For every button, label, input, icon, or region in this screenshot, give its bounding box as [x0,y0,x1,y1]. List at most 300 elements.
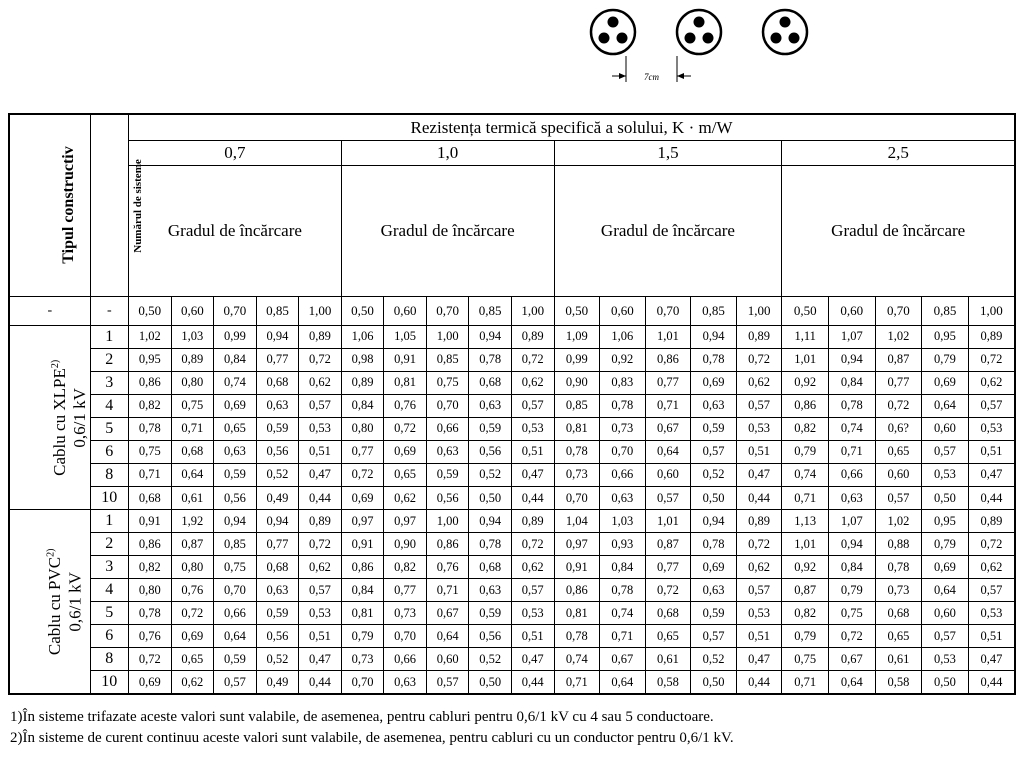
factor-cell: 0,71 [129,463,172,486]
factor-cell: 0,64 [645,440,691,463]
factor-cell: 0,50 [922,671,969,694]
factor-cell: 0,69 [384,440,427,463]
factor-cell: 0,53 [511,417,554,440]
system-count-cell: 6 [90,625,128,648]
factor-cell: 0,82 [782,417,829,440]
factor-cell: 0,56 [256,440,299,463]
factor-cell: 0,77 [645,371,691,394]
factor-cell: 0,68 [875,602,922,625]
factor-cell: 0,59 [214,463,257,486]
factor-cell: 0,72 [736,533,782,556]
factor-cell: 0,68 [469,556,512,579]
factor-cell: 0,63 [214,440,257,463]
load-value-header: 0,50 [341,296,384,325]
factor-cell: 0,78 [691,533,737,556]
factor-cell: 0,60 [922,417,969,440]
factor-cell: 0,66 [600,463,646,486]
load-value-header: 0,60 [171,296,214,325]
factor-cell: 0,63 [426,440,469,463]
table-row [9,625,1015,648]
factor-cell: 0,90 [554,371,600,394]
factor-cell: 0,49 [256,671,299,694]
factor-cell: 0,74 [828,417,875,440]
factor-cell: 0,86 [782,394,829,417]
factor-cell: 0,67 [426,602,469,625]
dash-cell: - [90,296,128,325]
factor-cell: 0,72 [828,625,875,648]
factor-cell: 0,62 [511,556,554,579]
factor-cell: 0,53 [968,417,1015,440]
factor-cell: 0,91 [341,533,384,556]
factor-cell: 0,76 [171,579,214,602]
factor-cell: 0,74 [782,463,829,486]
factor-cell: 0,84 [341,579,384,602]
system-count-cell: 2 [90,348,128,371]
factor-cell: 0,93 [600,533,646,556]
cable-1-icon [591,10,635,54]
factor-cell: 0,89 [736,510,782,533]
system-count-cell: 3 [90,556,128,579]
factor-cell: 0,6? [875,417,922,440]
factor-cell: 0,64 [922,579,969,602]
factor-cell: 0,44 [968,486,1015,509]
factor-cell: 0,62 [299,556,342,579]
factor-cell: 0,57 [968,579,1015,602]
factor-cell: 1,07 [828,325,875,348]
factor-cell: 0,60 [645,463,691,486]
factor-cell: 1,02 [129,325,172,348]
factor-cell: 0,86 [554,579,600,602]
factor-cell: 0,79 [782,440,829,463]
factor-cell: 1,09 [554,325,600,348]
factor-cell: 0,72 [384,417,427,440]
factor-cell: 0,80 [171,371,214,394]
footnotes [10,707,734,749]
system-count-cell: 1 [90,510,128,533]
factor-cell: 0,53 [736,602,782,625]
factor-cell: 0,53 [511,602,554,625]
factor-cell: 0,73 [341,648,384,671]
factor-cell: 0,53 [922,463,969,486]
factor-cell: 0,83 [600,371,646,394]
factor-cell: 0,87 [645,533,691,556]
factor-cell: 0,62 [736,371,782,394]
factor-cell: 0,57 [968,394,1015,417]
factor-cell: 0,72 [341,463,384,486]
factor-cell: 0,84 [828,371,875,394]
factor-cell: 0,44 [968,671,1015,694]
factor-cell: 0,59 [256,602,299,625]
factor-cell: 0,59 [214,648,257,671]
factor-cell: 0,56 [469,625,512,648]
factor-cell: 0,57 [691,625,737,648]
factor-cell: 0,47 [299,648,342,671]
factor-cell: 0,84 [214,348,257,371]
factor-cell: 0,50 [691,671,737,694]
load-value-header: 0,70 [875,296,922,325]
factor-cell: 1,06 [600,325,646,348]
factor-cell: 0,69 [341,486,384,509]
factor-cell: 1,92 [171,510,214,533]
factor-cell: 0,51 [299,625,342,648]
table-row [9,556,1015,579]
system-count-cell: 1 [90,325,128,348]
factor-cell: 0,94 [256,325,299,348]
footnote-2: 2)În sisteme de curent continuu aceste valori sunt valabile, de asemenea, pentru cabluri cu un conductor pentru 0,6/1 kV. [10,730,734,746]
table-row [9,533,1015,556]
factor-cell: 0,51 [736,440,782,463]
factor-cell: 0,91 [129,510,172,533]
factor-cell: 0,44 [736,486,782,509]
factor-cell: 0,66 [828,463,875,486]
factor-cell: 0,99 [554,348,600,371]
factor-cell: 0,98 [341,348,384,371]
k-value-header: 0,7 [129,141,342,166]
factor-cell: 0,78 [129,417,172,440]
system-count-cell: 2 [90,533,128,556]
factor-cell: 0,80 [171,556,214,579]
factor-cell: 0,51 [511,625,554,648]
factor-cell: 0,85 [426,348,469,371]
factor-cell: 0,68 [256,371,299,394]
factor-cell: 0,57 [511,579,554,602]
factor-cell: 0,94 [828,533,875,556]
factor-cell: 0,71 [600,625,646,648]
factor-cell: 0,89 [968,510,1015,533]
cable-type-label: Cablu cu XLPE$^{2)}$ 0,6/1 kV [9,325,90,509]
factor-cell: 0,94 [256,510,299,533]
factor-cell: 1,00 [426,510,469,533]
factor-cell: 0,44 [511,486,554,509]
factor-cell: 1,02 [875,325,922,348]
factor-cell: 0,57 [875,486,922,509]
factor-cell: 0,74 [214,371,257,394]
factor-cell: 0,53 [299,417,342,440]
factor-cell: 0,73 [875,579,922,602]
factor-cell: 0,97 [554,533,600,556]
factor-cell: 0,78 [600,394,646,417]
factor-cell: 0,70 [554,486,600,509]
factor-cell: 0,62 [968,556,1015,579]
factor-cell: 0,86 [645,348,691,371]
factor-cell: 0,64 [600,671,646,694]
factor-cell: 0,81 [554,602,600,625]
factor-cell: 0,78 [554,440,600,463]
system-count-cell: 3 [90,371,128,394]
factor-cell: 0,65 [875,625,922,648]
load-degree-header: Gradul de încărcare [341,166,554,297]
factor-cell: 0,57 [691,440,737,463]
factor-cell: 1,01 [645,510,691,533]
factor-cell: 0,77 [341,440,384,463]
factor-cell: 0,56 [426,486,469,509]
factor-cell: 0,85 [554,394,600,417]
factor-cell: 0,94 [469,510,512,533]
factor-cell: 0,59 [691,417,737,440]
factor-cell: 0,77 [645,556,691,579]
factor-cell: 1,03 [171,325,214,348]
factor-cell: 0,66 [384,648,427,671]
factor-cell: 0,71 [554,671,600,694]
factor-cell: 0,78 [469,533,512,556]
factor-cell: 0,88 [875,533,922,556]
load-value-header: 1,00 [511,296,554,325]
factor-cell: 0,77 [875,371,922,394]
factor-cell: 0,65 [645,625,691,648]
factor-cell: 1,11 [782,325,829,348]
factor-cell: 0,69 [691,371,737,394]
factor-cell: 0,52 [256,463,299,486]
system-count-cell: 5 [90,417,128,440]
load-value-header: 0,85 [256,296,299,325]
factor-cell: 0,72 [875,394,922,417]
load-value-header: 0,85 [469,296,512,325]
factor-cell: 0,61 [875,648,922,671]
table-row [9,648,1015,671]
factor-cell: 0,58 [645,671,691,694]
factor-cell: 0,50 [469,486,512,509]
factor-cell: 0,80 [129,579,172,602]
factor-cell: 0,78 [600,579,646,602]
factor-cell: 0,72 [299,533,342,556]
table-row [9,671,1015,694]
factor-cell: 0,72 [299,348,342,371]
table-row [9,394,1015,417]
table-row [9,440,1015,463]
factor-cell: 0,57 [299,394,342,417]
col-tipul-constructiv-header: Tipul constructiv [9,114,90,296]
factor-cell: 0,84 [341,394,384,417]
load-degree-header: Gradul de încărcare [554,166,782,297]
factor-cell: 0,64 [426,625,469,648]
factor-cell: 0,73 [384,602,427,625]
factor-cell: 0,63 [256,579,299,602]
factor-cell: 0,73 [600,417,646,440]
factor-cell: 0,68 [469,371,512,394]
factor-cell: 0,51 [299,440,342,463]
factor-cell: 0,76 [384,394,427,417]
cable-arrangement-diagram [0,0,1024,112]
factor-cell: 0,47 [299,463,342,486]
factor-cell: 0,75 [129,440,172,463]
factor-cell: 0,94 [691,325,737,348]
factor-cell: 0,72 [129,648,172,671]
load-degree-header: Gradul de încărcare [129,166,342,297]
table-row [9,325,1015,348]
factor-cell: 0,77 [384,579,427,602]
factor-cell: 0,53 [968,602,1015,625]
factor-cell: 1,01 [782,348,829,371]
load-value-header: 1,00 [299,296,342,325]
footnote-1: 1)În sisteme trifazate aceste valori sunt valabile, de asemenea, pentru cabluri pentru 0,6/1 kV cu 4 sau 5 conductoare. [10,709,714,725]
factor-cell: 0,72 [171,602,214,625]
factor-cell: 0,62 [736,556,782,579]
factor-cell: 0,82 [129,394,172,417]
factor-cell: 0,81 [554,417,600,440]
col-numarul-sisteme-header: Numărul de sisteme [90,114,128,296]
factor-cell: 0,50 [691,486,737,509]
factor-cell: 0,47 [968,463,1015,486]
factor-cell: 0,64 [828,671,875,694]
factor-cell: 0,67 [600,648,646,671]
factor-cell: 0,89 [299,325,342,348]
factor-cell: 0,47 [736,648,782,671]
table-row [9,417,1015,440]
factor-cell: 1,01 [782,533,829,556]
factor-cell: 0,79 [922,348,969,371]
load-value-header: 0,70 [214,296,257,325]
factor-cell: 0,52 [691,463,737,486]
factor-cell: 0,59 [469,417,512,440]
factor-cell: 0,77 [256,533,299,556]
factor-cell: 0,91 [384,348,427,371]
factor-cell: 0,65 [171,648,214,671]
load-value-header: 0,60 [600,296,646,325]
factor-cell: 0,72 [511,348,554,371]
factor-cell: 0,87 [171,533,214,556]
factor-cell: 0,61 [645,648,691,671]
factor-cell: 0,79 [828,579,875,602]
spacing-label: 7cm [644,72,659,82]
factor-cell: 0,69 [691,556,737,579]
cable-2-icon [677,10,721,54]
factor-cell: 0,86 [129,533,172,556]
factor-cell: 0,89 [511,510,554,533]
factor-cell: 0,82 [384,556,427,579]
factor-cell: 0,72 [968,348,1015,371]
factor-cell: 0,91 [554,556,600,579]
factor-cell: 0,71 [828,440,875,463]
load-value-header: 0,85 [922,296,969,325]
factor-cell: 0,53 [299,602,342,625]
factor-cell: 0,57 [736,394,782,417]
factor-cell: 0,58 [875,671,922,694]
system-count-cell: 8 [90,463,128,486]
factor-cell: 0,57 [922,440,969,463]
factor-cell: 1,04 [554,510,600,533]
factor-cell: 0,67 [645,417,691,440]
factor-cell: 0,52 [691,648,737,671]
system-count-cell: 10 [90,486,128,509]
factor-cell: 0,71 [645,394,691,417]
factor-cell: 0,56 [256,625,299,648]
factor-cell: 0,49 [256,486,299,509]
factor-cell: 0,51 [736,625,782,648]
factor-cell: 0,51 [968,440,1015,463]
factor-cell: 0,78 [129,602,172,625]
factor-cell: 0,92 [782,556,829,579]
factor-cell: 0,97 [341,510,384,533]
factor-cell: 0,82 [129,556,172,579]
factor-cell: 0,68 [129,486,172,509]
load-value-header: 0,85 [691,296,737,325]
k-value-header: 1,0 [341,141,554,166]
factor-cell: 0,70 [214,579,257,602]
factor-cell: 0,63 [256,394,299,417]
factor-cell: 0,60 [875,463,922,486]
factor-cell: 0,50 [469,671,512,694]
factor-cell: 0,74 [554,648,600,671]
factor-cell: 0,62 [384,486,427,509]
table-row [9,579,1015,602]
factor-cell: 0,74 [600,602,646,625]
factor-cell: 0,59 [426,463,469,486]
factor-cell: 0,86 [341,556,384,579]
factor-cell: 0,86 [129,371,172,394]
factor-cell: 1,13 [782,510,829,533]
factor-cell: 0,67 [828,648,875,671]
factor-cell: 0,94 [828,348,875,371]
factor-cell: 0,60 [922,602,969,625]
factor-cell: 0,57 [645,486,691,509]
factor-cell: 0,79 [782,625,829,648]
factor-cell: 0,62 [171,671,214,694]
table-row [9,486,1015,509]
factor-cell: 0,53 [736,417,782,440]
factor-cell: 1,03 [600,510,646,533]
factor-cell: 0,77 [256,348,299,371]
factor-cell: 0,72 [645,579,691,602]
load-value-header: 0,60 [828,296,875,325]
factor-cell: 0,57 [511,394,554,417]
dash-cell: - [9,296,90,325]
factor-cell: 0,75 [782,648,829,671]
system-count-cell: 4 [90,579,128,602]
factor-cell: 0,64 [922,394,969,417]
factor-cell: 1,05 [384,325,427,348]
system-count-cell: 5 [90,602,128,625]
factor-cell: 0,72 [968,533,1015,556]
factor-cell: 0,84 [828,556,875,579]
table-row [9,371,1015,394]
load-value-header: 1,00 [968,296,1015,325]
factor-cell: 0,63 [691,394,737,417]
factor-cell: 0,47 [736,463,782,486]
factor-cell: 0,61 [171,486,214,509]
factor-cell: 0,68 [645,602,691,625]
factor-cell: 0,95 [922,510,969,533]
factor-cell: 0,92 [782,371,829,394]
factor-cell: 0,73 [554,463,600,486]
factor-cell: 0,57 [214,671,257,694]
factor-cell: 0,51 [968,625,1015,648]
system-count-cell: 10 [90,671,128,694]
load-value-header: 0,50 [554,296,600,325]
table-row [9,463,1015,486]
factor-cell: 0,66 [214,602,257,625]
factor-cell: 0,69 [922,371,969,394]
factor-cell: 0,78 [828,394,875,417]
factor-cell: 0,89 [736,325,782,348]
factor-cell: 0,65 [875,440,922,463]
factor-cell: 0,94 [469,325,512,348]
k-value-header: 1,5 [554,141,782,166]
system-count-cell: 6 [90,440,128,463]
factor-cell: 0,81 [384,371,427,394]
factor-cell: 0,94 [691,510,737,533]
factor-cell: 0,51 [511,440,554,463]
factor-cell: 0,75 [171,394,214,417]
factor-cell: 0,64 [214,625,257,648]
factor-cell: 0,66 [426,417,469,440]
factor-cell: 0,89 [171,348,214,371]
factor-cell: 0,59 [691,602,737,625]
factor-cell: 0,63 [691,579,737,602]
factor-cell: 0,62 [511,371,554,394]
factor-cell: 1,02 [875,510,922,533]
factor-cell: 0,78 [691,348,737,371]
factor-cell: 1,07 [828,510,875,533]
